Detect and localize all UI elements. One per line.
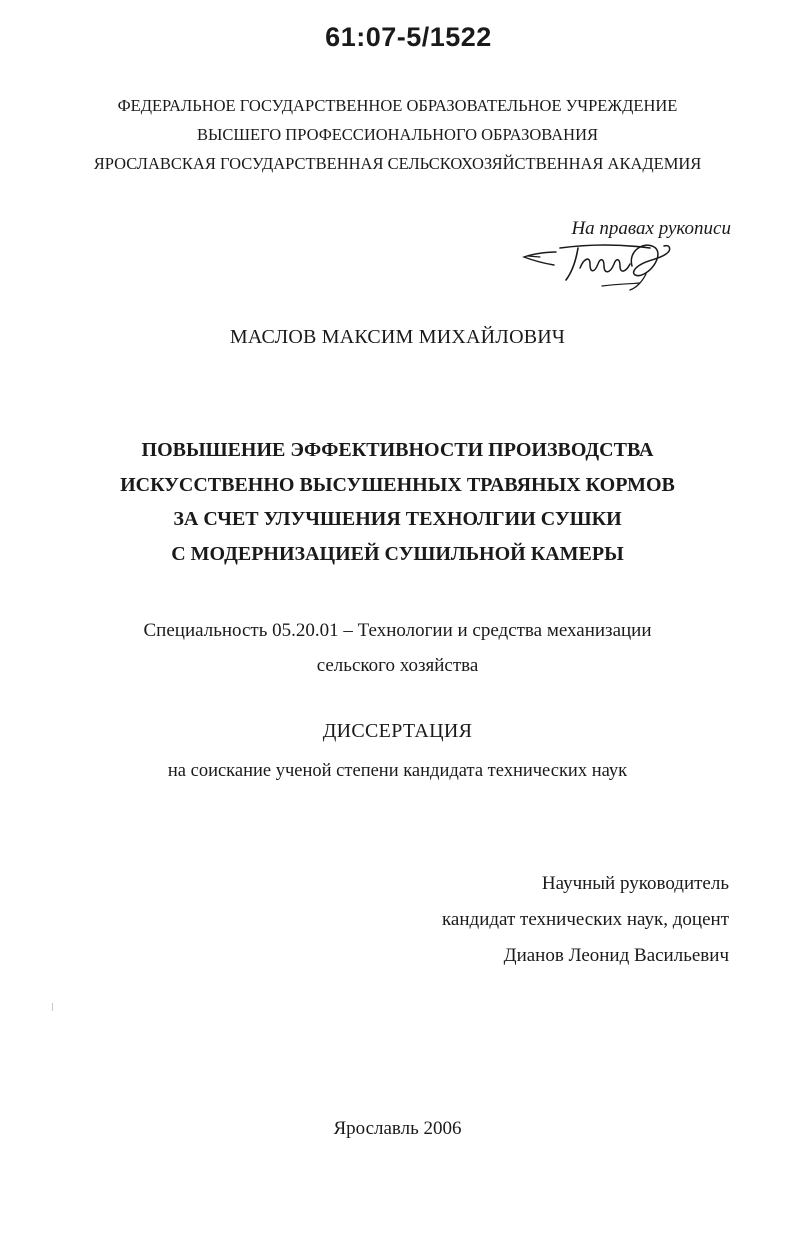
institution-line-3: ЯРОСЛАВСКАЯ ГОСУДАРСТВЕННАЯ СЕЛЬСКОХОЗЯЙСТВЕННАЯ АКАДЕМИЯ	[93, 154, 702, 173]
institution-block	[0, 91, 795, 178]
title-line-2: ИСКУССТВЕННО ВЫСУШЕННЫХ ТРАВЯНЫХ КОРМОВ	[120, 473, 675, 496]
supervisor-degree: кандидат технических наук, доцент	[441, 909, 729, 930]
speciality-line-1: Специальность 05.20.01 – Технологии и средства механизации	[143, 620, 652, 641]
dissertation-subheading: на соискание ученой степени кандидата технических наук	[167, 761, 628, 781]
dissertation-heading: ДИССЕРТАЦИЯ	[322, 720, 473, 742]
manuscript-note: На правах рукописи	[571, 218, 731, 239]
speciality-block	[0, 613, 795, 683]
author-name: МАСЛОВ МАКСИМ МИХАЙЛОВИЧ	[229, 326, 566, 348]
title-line-3: ЗА СЧЕТ УЛУЧШЕНИЯ ТЕХНОЛГИИ СУШКИ	[173, 508, 622, 530]
supervisor-role: Научный руководитель	[541, 873, 729, 894]
institution-line-2: ВЫСШЕГО ПРОФЕССИОНАЛЬНОГО ОБРАЗОВАНИЯ	[196, 125, 599, 144]
speciality-line-2: сельского хозяйства	[316, 655, 479, 676]
title-line-4: С МОДЕРНИЗАЦИЕЙ СУШИЛЬНОЙ КАМЕРЫ	[171, 542, 624, 565]
dissertation-title	[0, 433, 795, 571]
title-line-1: ПОВЫШЕНИЕ ЭФФЕКТИВНОСТИ ПРОИЗВОДСТВА	[141, 439, 654, 461]
registry-code: 61:07-5/1522	[325, 22, 492, 52]
handwritten-signature	[520, 238, 690, 296]
supervisor-block	[442, 866, 729, 974]
institution-line-1: ФЕДЕРАЛЬНОЕ ГОСУДАРСТВЕННОЕ ОБРАЗОВАТЕЛЬНОЕ УЧРЕЖДЕНИЕ	[117, 96, 678, 115]
supervisor-name: Дианов Леонид Васильевич	[503, 945, 729, 966]
scan-speck	[52, 1003, 53, 1011]
city-year: Ярославль 2006	[333, 1118, 462, 1139]
